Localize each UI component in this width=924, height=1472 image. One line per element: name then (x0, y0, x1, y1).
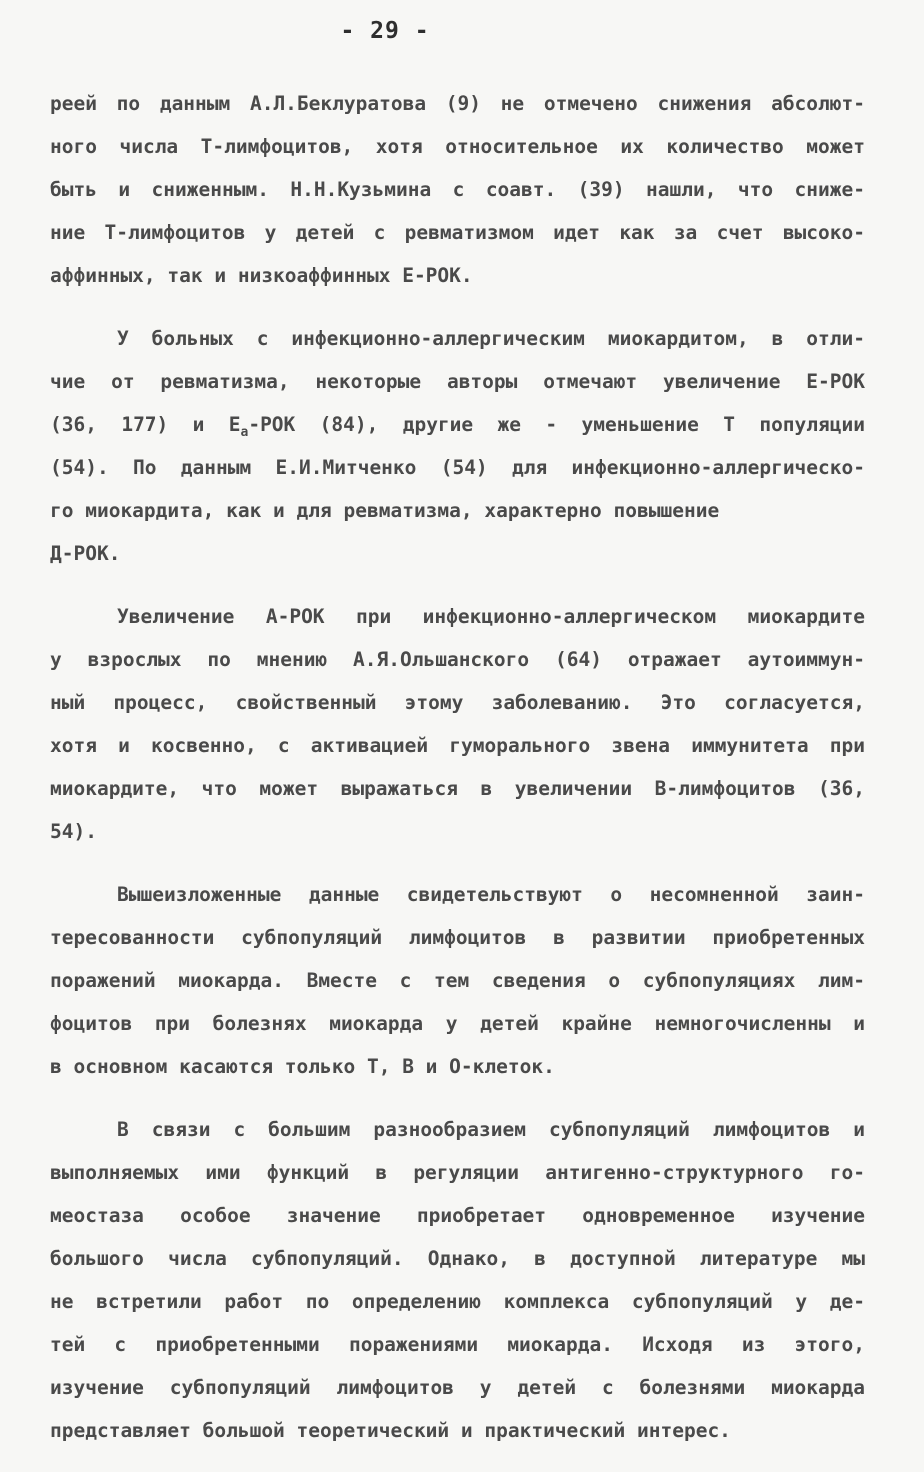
paragraph-4 (50, 873, 865, 1088)
text-line: реей по данным А.Л.Беклуратова (9) не отмечено снижения абсолют- (50, 92, 865, 115)
text-line: тересованности субпопуляций лимфоцитов в развитии приобретенных (50, 926, 865, 949)
text-line: в основном касаются только Т, В и О-клеток. (50, 1055, 555, 1078)
text-line: представляет большой теоретический и практический интерес. (50, 1419, 731, 1442)
text-line: у взрослых по мнению А.Я.Ольшанского (64) отражает аутоиммун- (50, 648, 865, 671)
body-text (50, 82, 865, 1472)
text-line: быть и сниженным. Н.Н.Кузьмина с соавт. (39) нашли, что сниже- (50, 178, 865, 201)
text-line: ного числа Т-лимфоцитов, хотя относительное их количество может (50, 135, 865, 158)
text-line: го миокардита, как и для ревматизма, характерно повышение (50, 499, 720, 522)
text-line: поражений миокарда. Вместе с тем сведения о субпопуляциях лим- (50, 969, 865, 992)
text-line: фоцитов при болезнях миокарда у детей крайне немногочисленны и (50, 1012, 865, 1035)
text-line: изучение субпопуляций лимфоцитов у детей с болезнями миокарда (50, 1376, 865, 1399)
text-fragment: -РОК (84), другие же - уменьшение Т популяции (248, 413, 865, 436)
text-line: У больных с инфекционно-аллергическим миокардитом, в отли- (117, 327, 865, 350)
text-line: чие от ревматизма, некоторые авторы отмечают увеличение Е-РОК (50, 370, 865, 393)
text-line: тей с приобретенными поражениями миокарда. Исходя из этого, (50, 1333, 865, 1356)
text-line: 54). (50, 820, 97, 843)
paragraph-2 (50, 317, 865, 575)
text-line: выполняемых ими функций в регуляции антигенно-структурного го- (50, 1161, 865, 1184)
subscript: а (240, 425, 249, 440)
page-number: - 29 - (340, 18, 430, 44)
text-line: меостаза особое значение приобретает одновременное изучение (50, 1204, 865, 1227)
text-line: Вышеизложенные данные свидетельствуют о несомненной заин- (117, 883, 865, 906)
text-line-with-subscript (50, 403, 865, 446)
text-line: аффинных, так и низкоаффинных Е-РОК. (50, 264, 473, 287)
text-line: В связи с большим разнообразием субпопуляций лимфоцитов и (117, 1118, 865, 1141)
text-line: Д-РОК. (50, 542, 121, 565)
text-line: Увеличение А-РОК при инфекционно-аллергическом миокардите (117, 605, 865, 628)
text-line: не встретили работ по определению комплекса субпопуляций у де- (50, 1290, 865, 1313)
text-line: хотя и косвенно, с активацией гуморального звена иммунитета при (50, 734, 865, 757)
paragraph-5 (50, 1108, 865, 1452)
text-line: миокардите, что может выражаться в увеличении В-лимфоцитов (36, (50, 777, 865, 800)
paragraph-3 (50, 595, 865, 853)
text-line: (54). По данным Е.И.Митченко (54) для инфекционно-аллергическо- (50, 456, 865, 479)
text-line: ный процесс, свойственный этому заболеванию. Это согласуется, (50, 691, 865, 714)
text-line: большого числа субпопуляций. Однако, в доступной литературе мы (50, 1247, 865, 1270)
paragraph-1 (50, 82, 865, 297)
text-line: ние Т-лимфоцитов у детей с ревматизмом идет как за счет высоко- (50, 221, 865, 244)
text-fragment: (36, 177) и Е (50, 413, 241, 436)
